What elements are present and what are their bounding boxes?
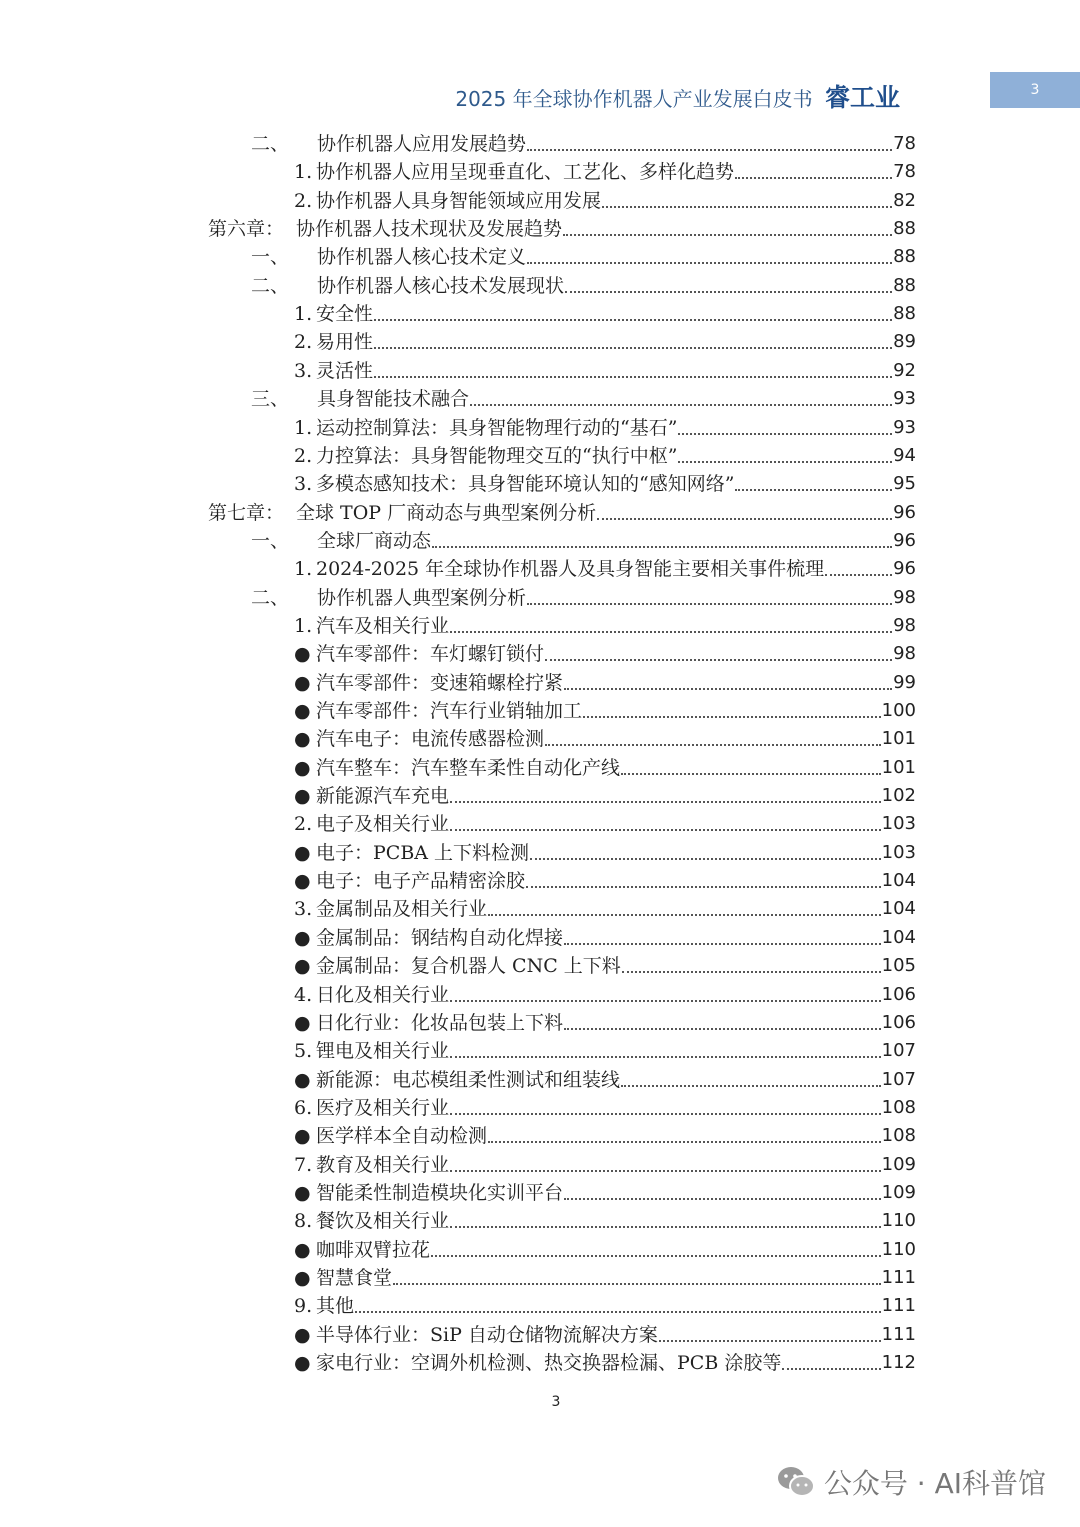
dot-leader <box>545 744 881 746</box>
toc-entry[interactable] <box>294 1321 916 1349</box>
toc-entry-page: 104 <box>881 926 916 948</box>
toc-entry[interactable] <box>294 697 916 725</box>
toc-entry-page: 93 <box>893 388 916 410</box>
toc-entry-number: 2. <box>294 331 313 354</box>
toc-entry-title: 协作机器人具身智能领域应用发展 <box>316 189 602 212</box>
toc-entry-title: 汽车零部件：汽车行业销轴加工 <box>316 700 583 722</box>
toc-entry-number: 8. <box>294 1210 313 1233</box>
bullet-marker: ● <box>294 926 311 949</box>
toc-entry-page: 110 <box>881 1210 916 1232</box>
toc-entry-page: 93 <box>893 416 916 438</box>
dot-leader <box>530 858 881 860</box>
toc-entry-title: 其他 <box>316 1295 355 1318</box>
bullet-marker: ● <box>294 841 311 864</box>
toc-entry[interactable] <box>208 499 916 527</box>
toc-entry-title: 日化及相关行业 <box>316 983 450 1006</box>
toc-entry-page: 107 <box>881 1068 916 1090</box>
toc-entry-title: 日化行业：化妆品包装上下料 <box>316 1011 564 1034</box>
dot-leader <box>545 659 892 661</box>
toc-entry-page: 88 <box>893 218 916 240</box>
toc-entry-page: 92 <box>893 359 916 381</box>
toc-entry-title: 协作机器人典型案例分析 <box>317 586 527 609</box>
toc-entry-title: 餐饮及相关行业 <box>316 1210 450 1233</box>
watermark <box>776 1462 1046 1502</box>
toc-entry-number: 1. <box>294 416 313 439</box>
toc-entry-page: 96 <box>893 558 916 580</box>
toc-entry-page: 96 <box>893 529 916 551</box>
toc-entry-title: 锂电及相关行业 <box>316 1040 450 1063</box>
toc-entry-number: 二、 <box>251 274 290 297</box>
toc-entry-title: 咖啡双臂拉花 <box>316 1238 431 1261</box>
toc-entry[interactable] <box>294 1009 916 1037</box>
toc-entry-page: 88 <box>893 303 916 325</box>
dot-leader <box>374 319 892 321</box>
toc-entry[interactable] <box>294 924 916 952</box>
toc-entry-number: 一、 <box>251 529 290 552</box>
toc-entry-title: 汽车零部件：变速箱螺栓拧紧 <box>316 671 564 694</box>
toc-entry-title: 易用性 <box>316 331 374 354</box>
toc-entry[interactable] <box>294 867 916 895</box>
wechat-icon <box>776 1465 816 1499</box>
toc-entry-title: 电子：电子产品精密涂胶 <box>316 870 526 893</box>
toc-entry[interactable] <box>294 187 916 215</box>
bullet-marker: ● <box>294 756 311 779</box>
toc-entry[interactable] <box>294 612 916 640</box>
toc-entry-page: 88 <box>893 274 916 296</box>
dot-leader <box>564 1198 881 1200</box>
toc-entry[interactable] <box>294 640 916 668</box>
watermark-text: 公众号 · AI科普馆 <box>823 1467 1046 1500</box>
toc-entry-number: 二、 <box>251 133 290 155</box>
page-number: 3 <box>551 1394 561 1410</box>
toc-entry-page: 100 <box>881 700 916 721</box>
dot-leader <box>432 546 892 548</box>
toc-entry-page: 101 <box>881 728 916 750</box>
toc-entry[interactable] <box>294 1037 916 1065</box>
dot-leader <box>622 971 881 973</box>
toc-entry-page: 104 <box>881 870 916 892</box>
dot-leader <box>825 574 892 576</box>
dot-leader <box>393 1283 881 1285</box>
toc-entry-page: 111 <box>881 1295 916 1317</box>
toc-entry[interactable] <box>294 1207 916 1235</box>
dot-leader <box>488 914 881 916</box>
toc-entry-title: 医学样本全自动检测 <box>316 1125 488 1148</box>
toc-entry-page: 111 <box>881 1323 916 1345</box>
toc-entry-page: 104 <box>881 898 916 920</box>
toc-entry-page: 95 <box>893 473 916 495</box>
toc-entry[interactable] <box>294 357 916 385</box>
toc-entry-title: 汽车电子：电流传感器检测 <box>316 728 545 751</box>
toc-entry-page: 99 <box>893 671 916 693</box>
toc-entry[interactable] <box>294 1151 916 1179</box>
bullet-marker: ● <box>294 785 311 808</box>
bullet-marker: ● <box>294 1125 311 1148</box>
toc-entry-title: 灵活性 <box>316 359 374 382</box>
bullet-marker: ● <box>294 1323 311 1346</box>
toc-entry-title: 新能源汽车充电 <box>316 785 450 808</box>
dot-leader <box>782 1368 880 1370</box>
dot-leader <box>450 1170 881 1172</box>
toc-entry-number: 4. <box>294 983 313 1006</box>
toc-entry-page: 88 <box>893 246 916 268</box>
toc-entry-title: 半导体行业：SiP 自动仓储物流解决方案 <box>316 1323 658 1346</box>
toc-entry[interactable] <box>294 300 916 328</box>
toc-entry[interactable] <box>208 215 916 243</box>
toc-entry[interactable] <box>251 385 916 413</box>
toc-entry[interactable] <box>294 952 916 980</box>
dot-leader <box>488 1141 881 1143</box>
toc-entry-number: 1. <box>294 303 313 326</box>
bullet-marker: ● <box>294 1181 311 1204</box>
toc-entry-title: 家电行业：空调外机检测、热交换器检漏、PCB 涂胶等 <box>316 1352 782 1375</box>
toc-entry-title: 教育及相关行业 <box>316 1153 450 1176</box>
toc-entry[interactable] <box>294 328 916 356</box>
dot-leader <box>527 603 892 605</box>
toc-entry-page: 108 <box>881 1096 916 1118</box>
toc-entry-title: 汽车及相关行业 <box>316 614 450 637</box>
toc-entry-number: 5. <box>294 1040 313 1063</box>
toc-entry-number: 1. <box>294 558 313 581</box>
toc-entry[interactable] <box>251 243 916 271</box>
toc-entry-page: 109 <box>881 1181 916 1203</box>
dot-leader <box>527 149 892 151</box>
toc-entry-title: 力控算法：具身智能物理交互的“执行中枢” <box>316 444 678 467</box>
toc-entry-title: 运动控制算法：具身智能物理行动的“基石” <box>316 416 678 439</box>
toc-entry-page: 78 <box>893 161 916 183</box>
dot-leader <box>450 829 881 831</box>
toc-entry-title: 协作机器人技术现状及发展趋势 <box>296 218 563 241</box>
toc-entry-page: 110 <box>881 1238 916 1260</box>
bullet-marker: ● <box>294 955 311 978</box>
toc-entry[interactable] <box>251 584 916 612</box>
toc-entry[interactable] <box>294 555 916 583</box>
toc-entry-title: 汽车零部件：车灯螺钉锁付 <box>316 643 545 666</box>
toc-entry-page: 98 <box>893 586 916 608</box>
toc-entry-title: 金属制品及相关行业 <box>316 898 488 921</box>
toc-entry[interactable] <box>294 158 916 186</box>
header-title-block <box>455 78 900 114</box>
toc-entry-title: 智慧食堂 <box>316 1267 393 1289</box>
toc-entry-number: 2. <box>294 813 313 836</box>
bullet-marker: ● <box>294 643 311 666</box>
toc-entry[interactable] <box>294 981 916 1009</box>
toc-entry-page: 94 <box>893 444 916 466</box>
dot-leader <box>450 1056 881 1058</box>
toc-entry-title: 电子：PCBA 上下料检测 <box>316 841 530 864</box>
toc-entry-title: 金属制品：钢结构自动化焊接 <box>316 926 564 949</box>
bullet-marker: ● <box>294 700 311 722</box>
toc-entry-page: 106 <box>881 1011 916 1033</box>
dot-leader <box>355 1311 881 1313</box>
toc-entry-title: 安全性 <box>316 303 374 326</box>
toc-entry-title: 智能柔性制造模块化实训平台 <box>316 1181 564 1204</box>
bullet-marker: ● <box>294 1267 311 1289</box>
toc-entry-title: 电子及相关行业 <box>316 813 450 836</box>
toc-entry[interactable] <box>294 754 916 782</box>
toc-entry-page: 108 <box>881 1125 916 1147</box>
toc-entry[interactable] <box>294 1122 916 1150</box>
dot-leader <box>431 1255 881 1257</box>
bullet-marker: ● <box>294 1011 311 1034</box>
toc-entry-number: 3. <box>294 473 313 496</box>
bullet-marker: ● <box>294 870 311 893</box>
toc-entry-title: 全球厂商动态 <box>317 529 432 552</box>
bullet-marker: ● <box>294 1352 311 1375</box>
toc-entry-number: 3. <box>294 898 313 921</box>
toc-entry-number: 第六章： <box>208 218 285 241</box>
toc-entry-title: 协作机器人应用发展趋势 <box>317 133 527 155</box>
toc-entry[interactable] <box>294 782 916 810</box>
toc-entry-number: 1. <box>294 614 313 637</box>
toc-entry[interactable] <box>294 1292 916 1320</box>
bullet-marker: ● <box>294 1238 311 1261</box>
toc-entry-title: 协作机器人核心技术定义 <box>317 246 527 269</box>
dot-leader <box>374 376 892 378</box>
toc-entry[interactable] <box>294 669 916 697</box>
brand-logo: 睿工业 <box>824 83 900 112</box>
toc-entry-title: 新能源：电芯模组柔性测试和组装线 <box>316 1068 621 1091</box>
toc-entry[interactable] <box>294 1094 916 1122</box>
dot-leader <box>450 1113 881 1115</box>
toc-entry[interactable] <box>294 810 916 838</box>
dot-leader <box>565 291 892 293</box>
toc-entry-page: 102 <box>881 785 916 807</box>
toc-entry-page: 109 <box>881 1153 916 1175</box>
dot-leader <box>470 404 892 406</box>
toc-entry[interactable] <box>251 130 916 158</box>
toc-entry-number: 6. <box>294 1096 313 1119</box>
toc-entry-page: 111 <box>881 1267 916 1288</box>
toc-entry[interactable] <box>294 1236 916 1264</box>
toc-entry[interactable] <box>294 470 916 498</box>
dot-leader <box>526 886 881 888</box>
toc-entry[interactable] <box>251 527 916 555</box>
toc-entry-title: 医疗及相关行业 <box>316 1096 450 1119</box>
dot-leader <box>527 262 892 264</box>
dot-leader <box>450 801 881 803</box>
toc-entry-number: 第七章： <box>208 501 285 524</box>
toc-entry-page: 103 <box>881 813 916 835</box>
toc-entry-title: 2024-2025 年全球协作机器人及具身智能主要相关事件梳理 <box>316 558 825 581</box>
dot-leader <box>564 1028 881 1030</box>
toc-entry[interactable] <box>294 725 916 753</box>
dot-leader <box>564 688 892 690</box>
toc-entry-number: 一、 <box>251 246 290 269</box>
toc-entry-number: 9. <box>294 1295 313 1318</box>
toc-entry[interactable] <box>294 414 916 442</box>
toc-entry-page: 98 <box>893 614 916 636</box>
dot-leader <box>735 489 892 491</box>
toc-entry[interactable] <box>251 272 916 300</box>
toc-entry-number: 2. <box>294 189 313 212</box>
document-title: 2025 年全球协作机器人产业发展白皮书 <box>455 87 813 111</box>
toc-entry[interactable] <box>294 1349 916 1377</box>
toc-entry-title: 具身智能技术融合 <box>317 388 470 411</box>
toc-entry-page: 96 <box>893 501 916 523</box>
toc-entry-page: 106 <box>881 983 916 1005</box>
toc-entry[interactable] <box>294 895 916 923</box>
toc-entry-title: 多模态感知技术：具身智能环境认知的“感知网络” <box>316 473 735 496</box>
toc-entry-title: 协作机器人核心技术发展现状 <box>317 274 565 297</box>
toc-entry-title: 协作机器人应用呈现垂直化、工艺化、多样化趋势 <box>316 161 735 184</box>
dot-leader <box>597 518 892 520</box>
dot-leader <box>659 1340 881 1342</box>
toc-entry-page: 89 <box>893 331 916 353</box>
dot-leader <box>450 631 892 633</box>
dot-leader <box>450 1000 881 1002</box>
toc-entry-page: 107 <box>881 1040 916 1062</box>
header-page-tab: 3 <box>990 72 1080 108</box>
dot-leader <box>621 773 881 775</box>
toc-entry[interactable] <box>294 1264 916 1292</box>
toc-entry-title: 金属制品：复合机器人 CNC 上下料 <box>316 955 621 978</box>
dot-leader <box>564 943 881 945</box>
toc-entry-title: 全球 TOP 厂商动态与典型案例分析 <box>296 501 597 524</box>
dot-leader <box>374 347 892 349</box>
toc-entry-page: 101 <box>881 756 916 778</box>
toc-entry-number: 1. <box>294 161 313 184</box>
toc-entry-title: 汽车整车：汽车整车柔性自动化产线 <box>316 756 621 779</box>
dot-leader <box>583 716 881 718</box>
toc-entry-number: 2. <box>294 444 313 467</box>
dot-leader <box>735 177 892 179</box>
toc-entry-number: 7. <box>294 1153 313 1176</box>
dot-leader <box>563 234 892 236</box>
toc-entry-page: 78 <box>893 133 916 154</box>
toc-entry-number: 3. <box>294 359 313 382</box>
bullet-marker: ● <box>294 1068 311 1091</box>
toc-entry[interactable] <box>294 839 916 867</box>
dot-leader <box>678 461 892 463</box>
toc-entry[interactable] <box>294 1066 916 1094</box>
dot-leader <box>602 206 892 208</box>
toc-entry-page: 82 <box>893 189 916 211</box>
toc-entry-number: 二、 <box>251 586 290 609</box>
toc-entry[interactable] <box>294 1179 916 1207</box>
toc-entry-page: 105 <box>881 955 916 977</box>
dot-leader <box>678 433 892 435</box>
toc-entry-number: 三、 <box>251 388 290 411</box>
bullet-marker: ● <box>294 728 311 751</box>
toc-entry-page: 103 <box>881 841 916 863</box>
toc-entry[interactable] <box>294 442 916 470</box>
toc-entry-page: 112 <box>881 1352 916 1374</box>
toc-entry-page: 98 <box>893 643 916 665</box>
dot-leader <box>621 1085 881 1087</box>
bullet-marker: ● <box>294 671 311 694</box>
dot-leader <box>450 1226 881 1228</box>
